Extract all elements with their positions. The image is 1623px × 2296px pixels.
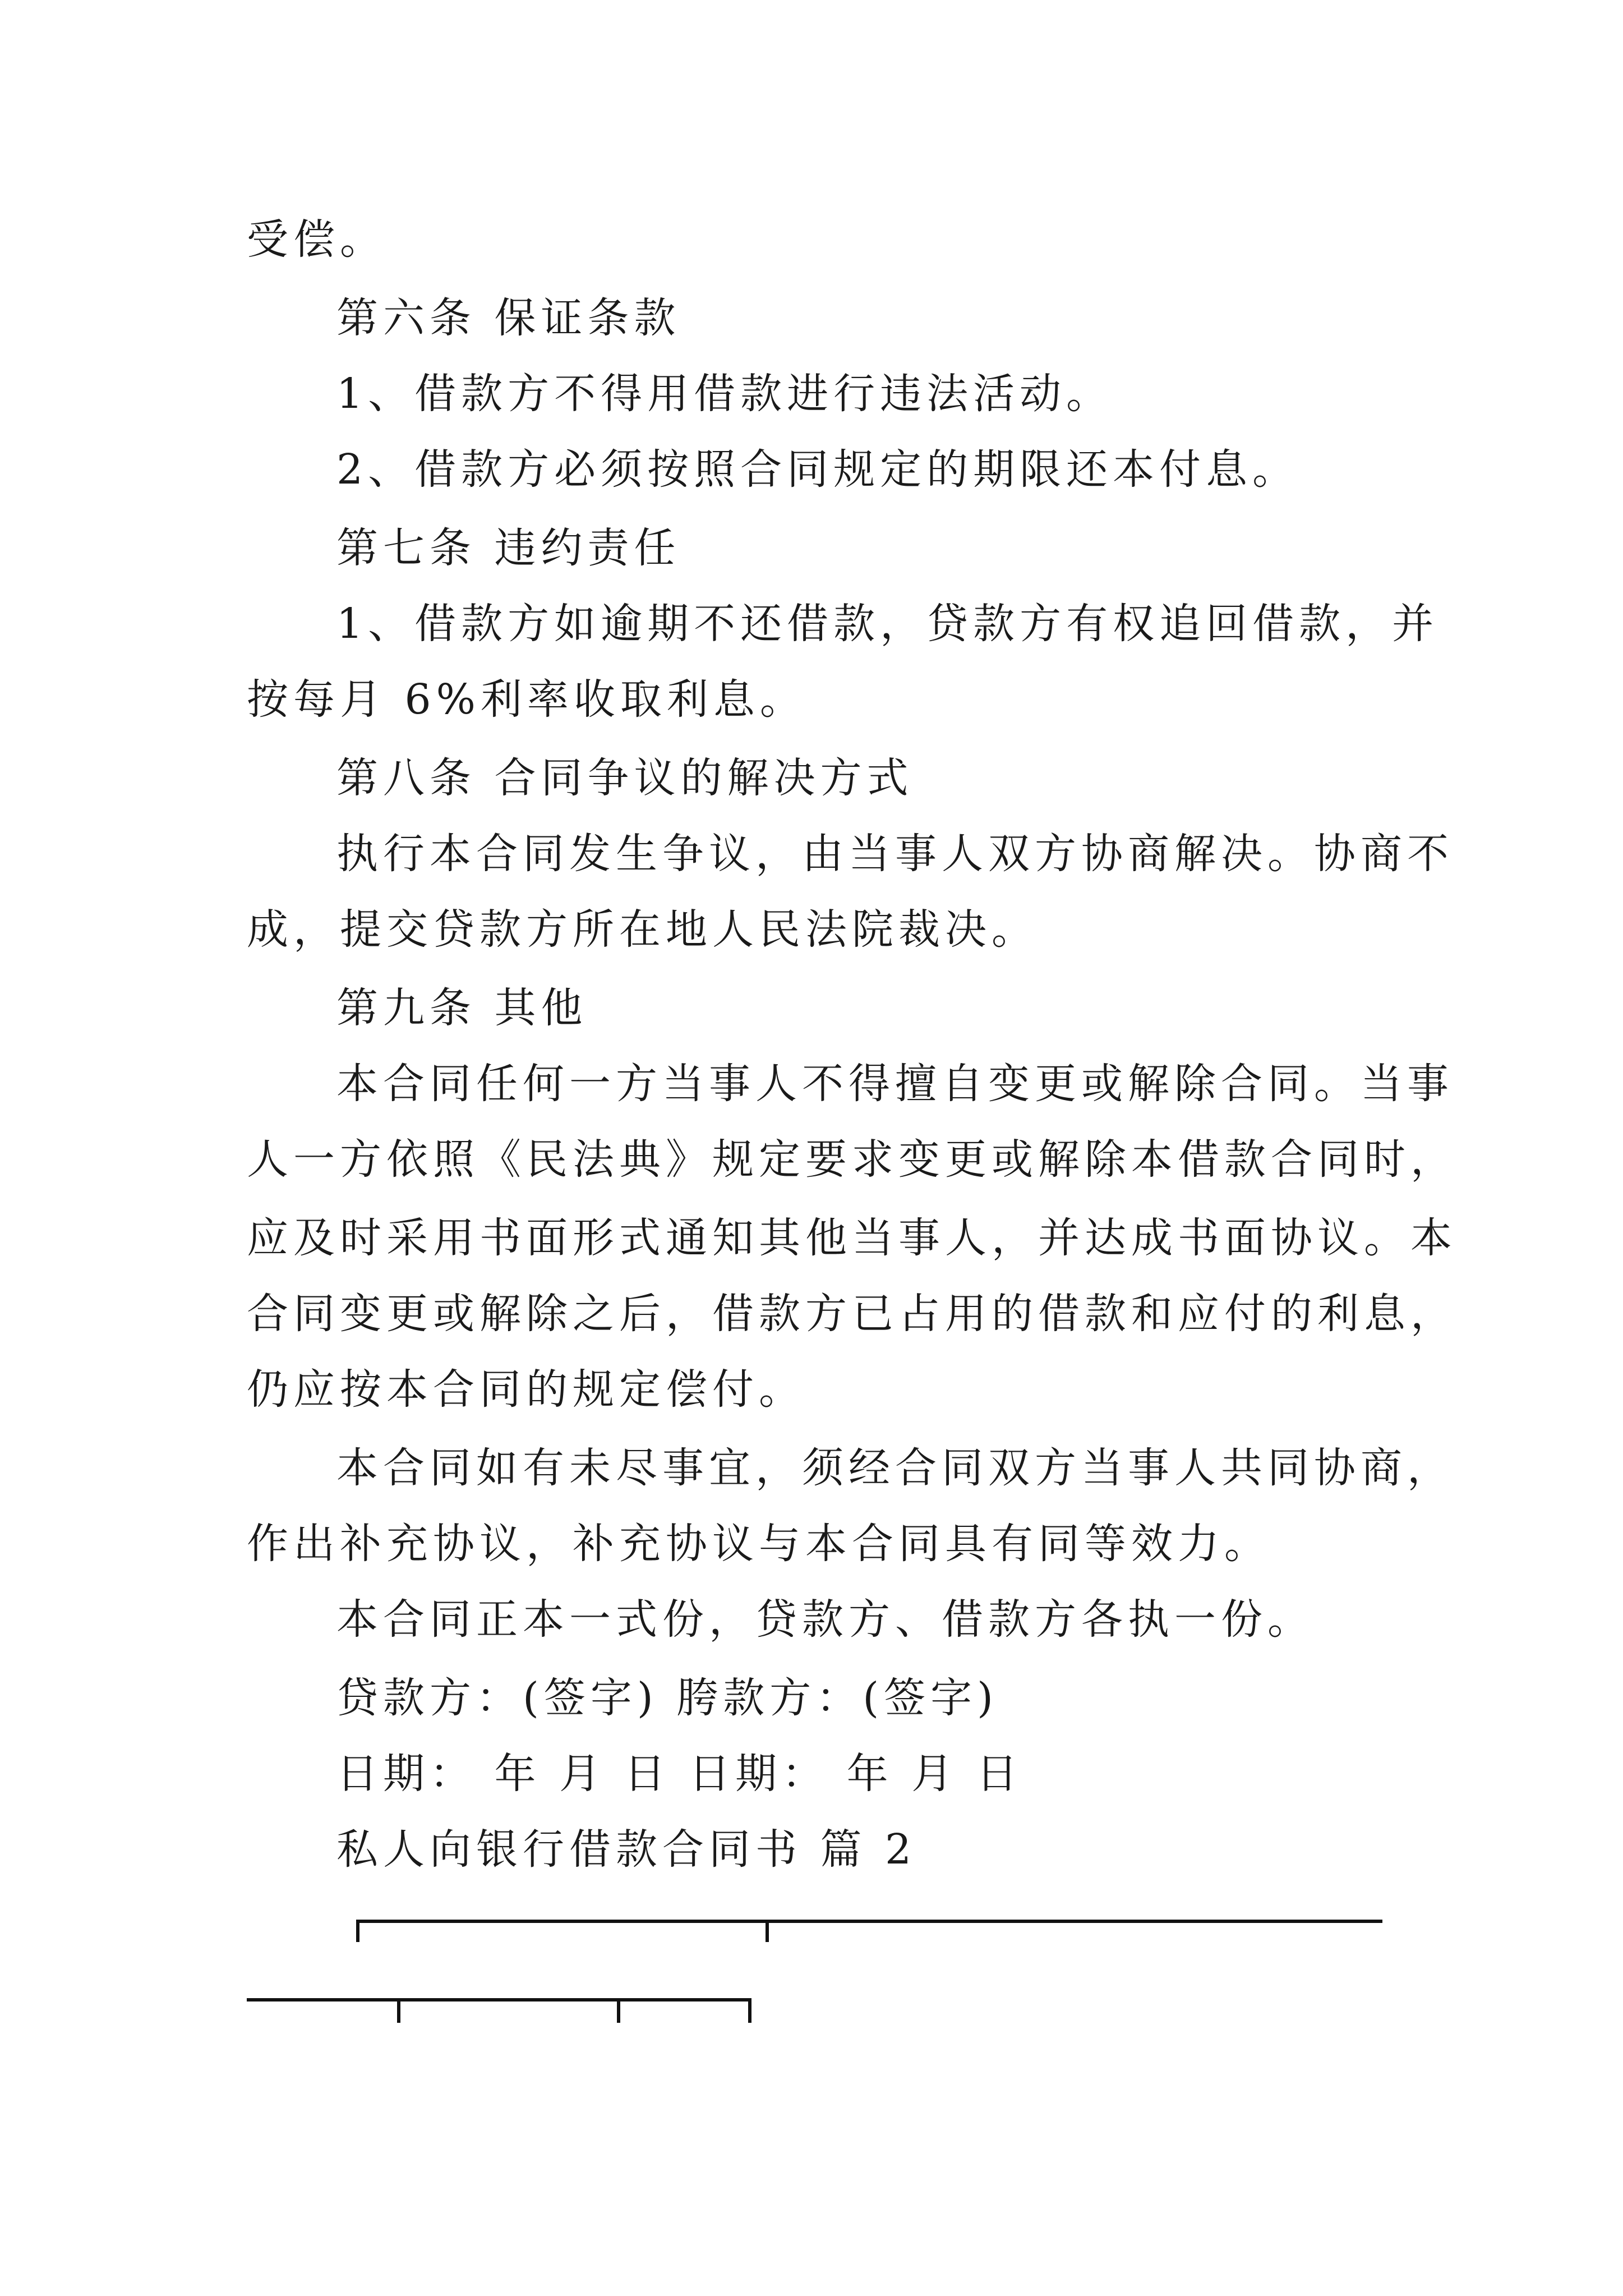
text-line: 作出补充协议，补充协议与本合同具有同等效力。 bbox=[247, 1520, 1271, 1568]
text-line: 1、借款方不得用借款进行违法活动。 bbox=[336, 370, 1113, 418]
date-line: 日期： 年 月 日 日期： 年 月 日 bbox=[336, 1750, 1023, 1798]
text-line: 本合同正本一式份，贷款方、借款方各执一份。 bbox=[336, 1595, 1314, 1644]
text-line: 成，提交贷款方所在地人民法院裁决。 bbox=[247, 905, 1038, 954]
text-line: 2、借款方必须按照合同规定的期限还本付息。 bbox=[336, 445, 1299, 494]
text-line: 本合同任何一方当事人不得擅自变更或解除合同。当事 bbox=[336, 1060, 1454, 1108]
section-heading: 第六条 保证条款 bbox=[336, 294, 681, 342]
section-heading: 第七条 违约责任 bbox=[336, 524, 681, 572]
text-line: 本合同如有未尽事宜，须经合同双方当事人共同协商， bbox=[336, 1444, 1454, 1492]
text-line: 按每月 6%利率收取利息。 bbox=[247, 675, 806, 724]
text-line: 合同变更或解除之后，借款方已占用的借款和应付的利息， bbox=[247, 1290, 1457, 1338]
text-line: 受偿。 bbox=[247, 215, 386, 264]
section-title: 私人向银行借款合同书 篇 2 bbox=[336, 1825, 917, 1874]
text-line: 人一方依照《民法典》规定要求变更或解除本借款合同时， bbox=[247, 1135, 1457, 1184]
text-line: 执行本合同发生争议，由当事人双方协商解决。协商不 bbox=[336, 830, 1454, 878]
text-line: 应及时采用书面形式通知其他当事人，并达成书面协议。本 bbox=[247, 1214, 1457, 1262]
text-line: 1、借款方如逾期不还借款，贷款方有权追回借款，并 bbox=[336, 600, 1439, 648]
section-heading: 第九条 其他 bbox=[336, 984, 588, 1032]
section-heading: 第八条 合同争议的解决方式 bbox=[336, 754, 914, 802]
text-line: 仍应按本合同的规定偿付。 bbox=[247, 1365, 805, 1414]
signature-line: 贷款方：(签字) 胯款方：(签字) bbox=[336, 1674, 999, 1722]
